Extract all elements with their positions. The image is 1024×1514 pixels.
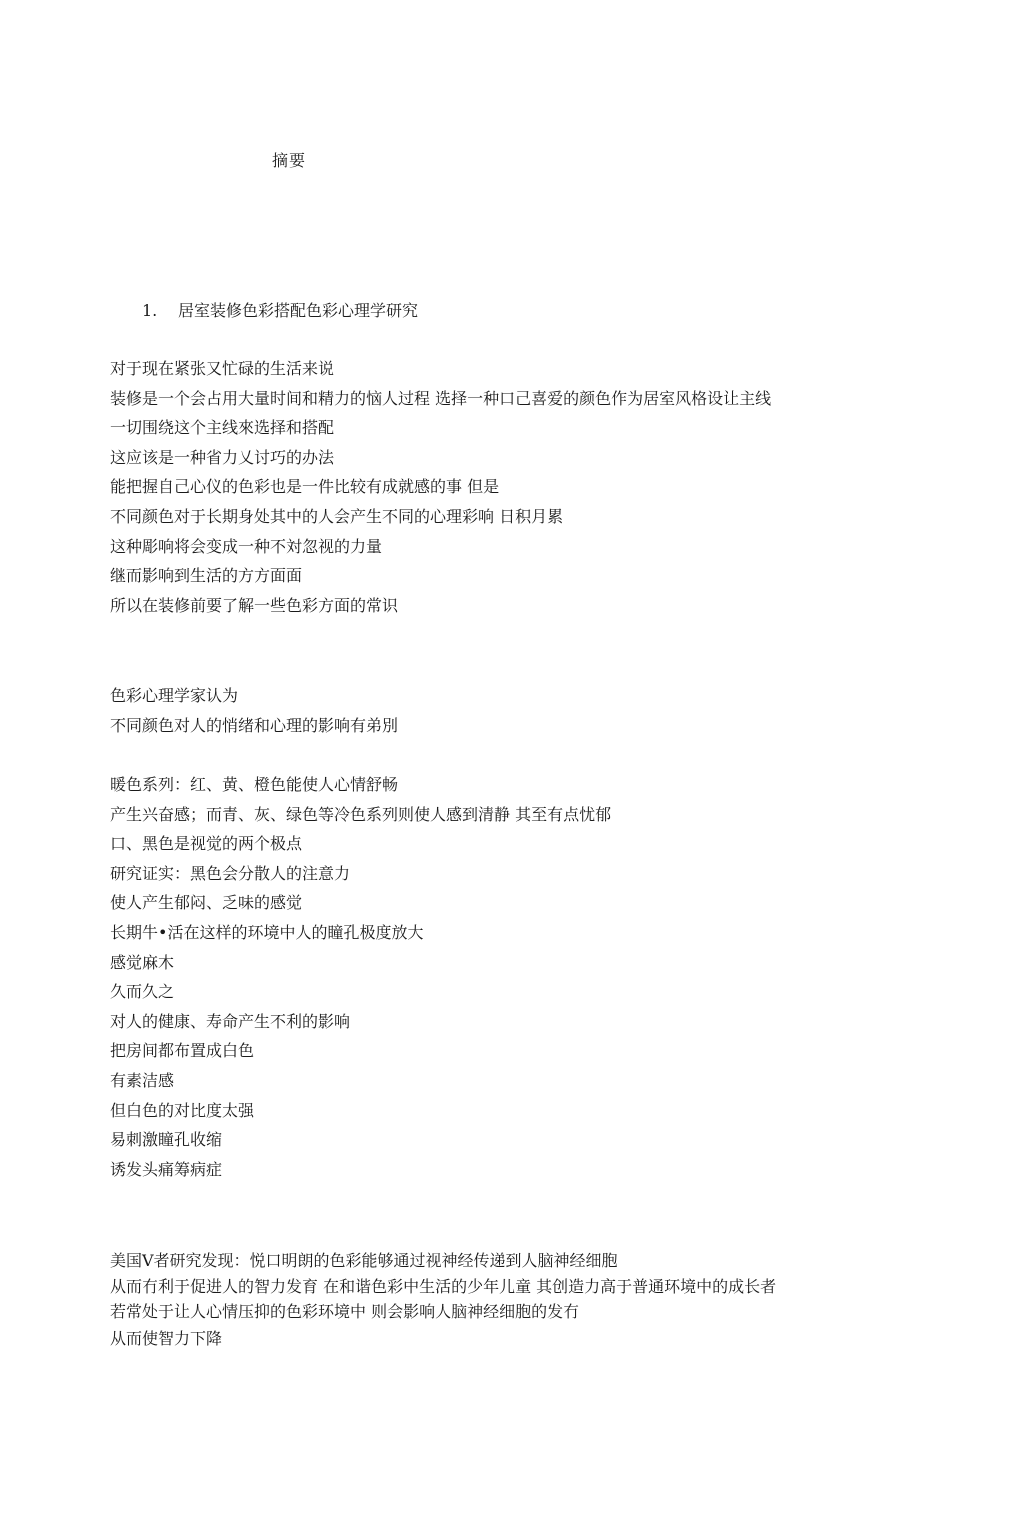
text-line: 久而久之: [110, 982, 175, 1002]
paragraph-psychologists: [110, 681, 398, 740]
text-line: 美国V者研究发现：悦口明朗的色彩能够通过视神经传递到人脑神经细胞: [110, 1251, 618, 1270]
text-line: 有素洁感: [110, 1070, 175, 1090]
text-line: 产生兴奋感；而青、灰、绿色等冷色系列则使人感到清静 其至有点忧郁: [110, 804, 612, 824]
text-line: 这应该是一种省力乂讨巧的办法: [110, 447, 335, 467]
text-line: 色彩心理学家认为: [110, 686, 239, 705]
text-line: 研究证实：黑色会分散人的注意力: [110, 863, 351, 883]
text-line: 暖色系列：红、黄、橙色能使人心情舒畅: [110, 775, 399, 794]
section-number: 1.: [142, 301, 158, 320]
text-line: 对于现在紧张又忙碌的生活来说: [110, 359, 335, 378]
text-line: 但白色的对比度太强: [110, 1100, 255, 1120]
text-line: 继而影响到生活的方方面面: [110, 566, 303, 586]
section-title: 居室装修色彩搭配色彩心理学研究: [178, 301, 419, 320]
text-line: 从而使智力下降: [110, 1329, 223, 1348]
text-line: 不同颜色对于长期身处其中的人会产生不同的心理彩响 日积月累: [110, 506, 564, 526]
text-line: 若常处于让人心情压抑的色彩环境中 则会影响人脑神经细胞的发冇: [110, 1302, 580, 1321]
paragraph-research: [110, 1248, 776, 1325]
text-line: 装修是一个会占用大量时间和精力的恼人过程 选择一种口己喜爱的颜色作为居室风格设让主线: [110, 388, 772, 408]
section-heading: [142, 300, 418, 322]
paragraph-conclusion: [110, 1324, 222, 1354]
text-line: 所以在装修前要了解一些色彩方面的常识: [110, 595, 399, 615]
text-line: 感觉麻木: [110, 952, 175, 972]
text-line: 诱发头痛筹病症: [110, 1159, 223, 1179]
text-line: 从而冇利于促进人的智力发育 在和谐色彩中生活的少年儿童 其创造力高于普通环境中的成长者: [110, 1276, 777, 1296]
text-line: 一切围绕这个主线來选择和搭配: [110, 418, 335, 438]
text-line: 把房间都布置成白色: [110, 1041, 255, 1061]
text-line: 对人的健康、寿命产生不利的影响: [110, 1011, 351, 1031]
text-line: 这种彫响将会变成一种不対忽视的力量: [110, 536, 383, 556]
abstract-title: 摘要: [272, 151, 307, 170]
text-line: 能把握自己心仪的色彩也是一件比较有成就感的事 但是: [110, 477, 500, 497]
text-line: 长期牛•活在这样的环境中人的瞳孔极度放大: [110, 922, 424, 942]
text-line: 使人产生郁闷、乏味的感觉: [110, 893, 303, 913]
text-line: 不同颜色对人的悄绪和心理的影响有弟別: [110, 715, 399, 735]
text-line: 口、黑色是视觉的两个极点: [110, 834, 303, 854]
paragraph-color-series: [110, 770, 611, 1184]
paragraph-intro: [110, 354, 771, 620]
text-line: 易刺激瞳孔收缩: [110, 1130, 223, 1150]
